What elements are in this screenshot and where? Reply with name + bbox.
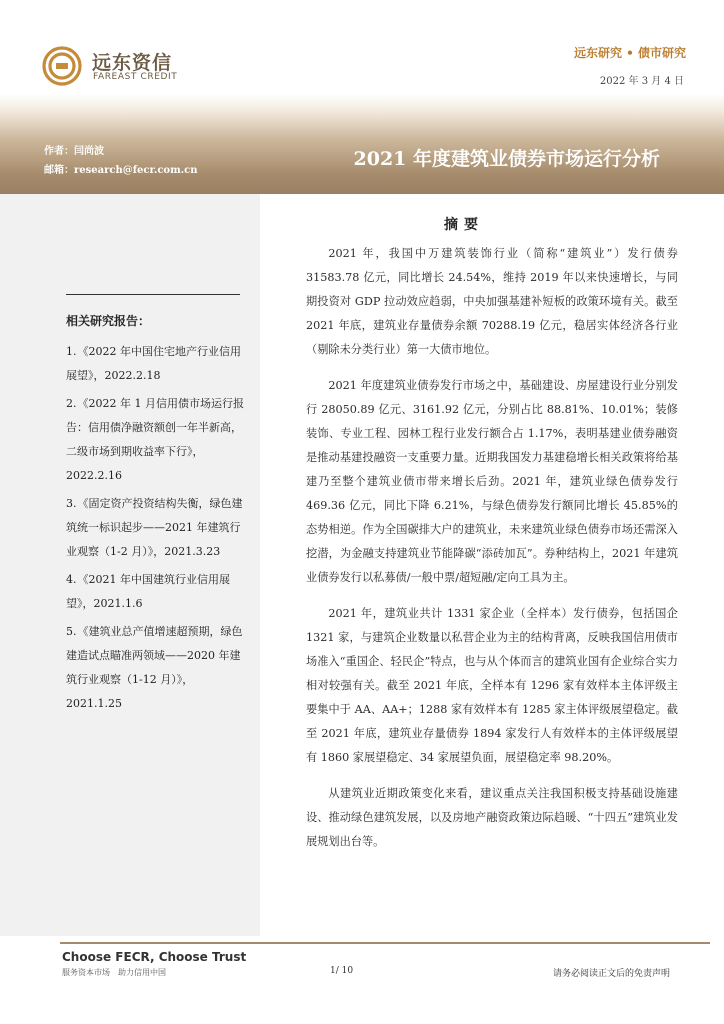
related-report-item[interactable]: 4.《2021 年中国建筑行业信用展望》，2021.1.6 — [66, 573, 230, 610]
footer-sub-slogan: 服务资本市场 助力信用中国 — [62, 968, 166, 977]
related-report-item[interactable]: 3.《固定资产投资结构失衡，绿色建筑统一标识起步——2021 年建筑行业观察（1-2 月）》，2021.3.23 — [66, 497, 243, 558]
report-date: 2022 年 3 月 4 日 — [599, 76, 684, 87]
logo-english-name: FAREAST CREDIT — [93, 72, 178, 82]
related-report-item[interactable]: 1.《2022 年中国住宅地产行业信用展望》，2022.2.18 — [66, 345, 241, 382]
abstract-body — [306, 242, 678, 866]
related-report-item[interactable]: 5.《建筑业总产值增速超预期，绿色建造试点瞄准两领域——2020 年建筑行业观察（1-12 月）》，2021.1.25 — [66, 625, 243, 710]
fareast-logo-icon — [40, 46, 84, 86]
footer-divider — [60, 942, 710, 944]
footer-slogan: Choose FECR, Choose Trust — [62, 950, 247, 964]
abstract-heading: 摘要 — [444, 217, 484, 233]
abstract-paragraph: 2021 年，建筑业共计 1331 家企业（全样本）发行债券，包括国企 1321 家，与建筑企业数量以私营企业为主的结构背离，反映我国信用债市场准入“重国企、轻民企”特点，也与从个体而言的建筑业国有企业综合实力相对较强有关。截至 2021 年底，全样本有 1296 家有效样本主体评级主要集中于 AA、AA+；1288 家有效样本有 1285 家主体评级展望稳定。截至 2021 年底，建筑业存量债券 1894 家发行人有效样本的主体评级展望有 1860 家展望稳定、34 家展望负面，展望稳定率 98.20%。 — [306, 607, 678, 764]
logo-chinese-name: 远东资信 — [92, 52, 173, 74]
abstract-paragraph: 2021 年度建筑业债券发行市场之中，基础建设、房屋建设行业分别发行 28050.89 亿元、3161.92 亿元，分别占比 88.81%、10.01%；装修装饰、专业工程、园林工程行业发行额合占 1.17%，表明基建业债券融资是推动基建投融资一支重要力量。近期我国发力基建稳增长相关政策将给基建乃至整个建筑业债市带来增长后劲。2021 年，建筑业绿色债券发行 469.36 亿元，同比下降 6.21%，与绿色债券发行额同比增长 45.85%的态势相逆。作为全国碳排大户的建筑业，未来建筑业绿色债券市场还需深入挖潜，为金融支持建筑业节能降碳“添砖加瓦”。券种结构上，2021 年建筑业债券发行以私募债/一般中票/超短融/定向工具为主。 — [306, 379, 678, 584]
report-title: 2021 年度建筑业债券市场运行分析 — [353, 148, 660, 170]
related-reports-list — [66, 340, 244, 720]
company-logo — [40, 46, 190, 86]
author: 作者：闫尚波 — [44, 146, 104, 157]
abstract-paragraph: 2021 年，我国中万建筑装饰行业（简称“建筑业”）发行债券 31583.78 亿元，同比增长 24.54%，维持 2019 年以来快速增长，与同期投资对 GDP 拉动效应趋弱，中央加强基建补短板的政策环境有关。截至 2021 年底，建筑业存量债券余额 70288.19 亿元，稳居实体经济各行业（剔除未分类行业）第一大债市地位。 — [306, 247, 678, 356]
related-report-item[interactable]: 2.《2022 年 1 月信用债市场运行报告：信用债净融资额创一年半新高，二级市场到期收益率下行》，2022.2.16 — [66, 397, 244, 482]
report-series: 远东研究 • 债市研究 — [573, 46, 686, 60]
related-reports-heading: 相关研究报告： — [66, 314, 151, 328]
author-email[interactable]: 邮箱：research@fecr.com.cn — [44, 165, 198, 176]
sidebar-divider — [66, 294, 240, 295]
abstract-paragraph: 从建筑业近期政策变化来看，建议重点关注我国积极支持基础设施建设、推动绿色建筑发展，以及房地产融资政策边际趋暖、“十四五”建筑业发展规划出台等。 — [306, 787, 678, 848]
page-number: 1/ 10 — [330, 966, 354, 976]
disclaimer-note: 请务必阅读正文后的免责声明 — [552, 969, 670, 979]
